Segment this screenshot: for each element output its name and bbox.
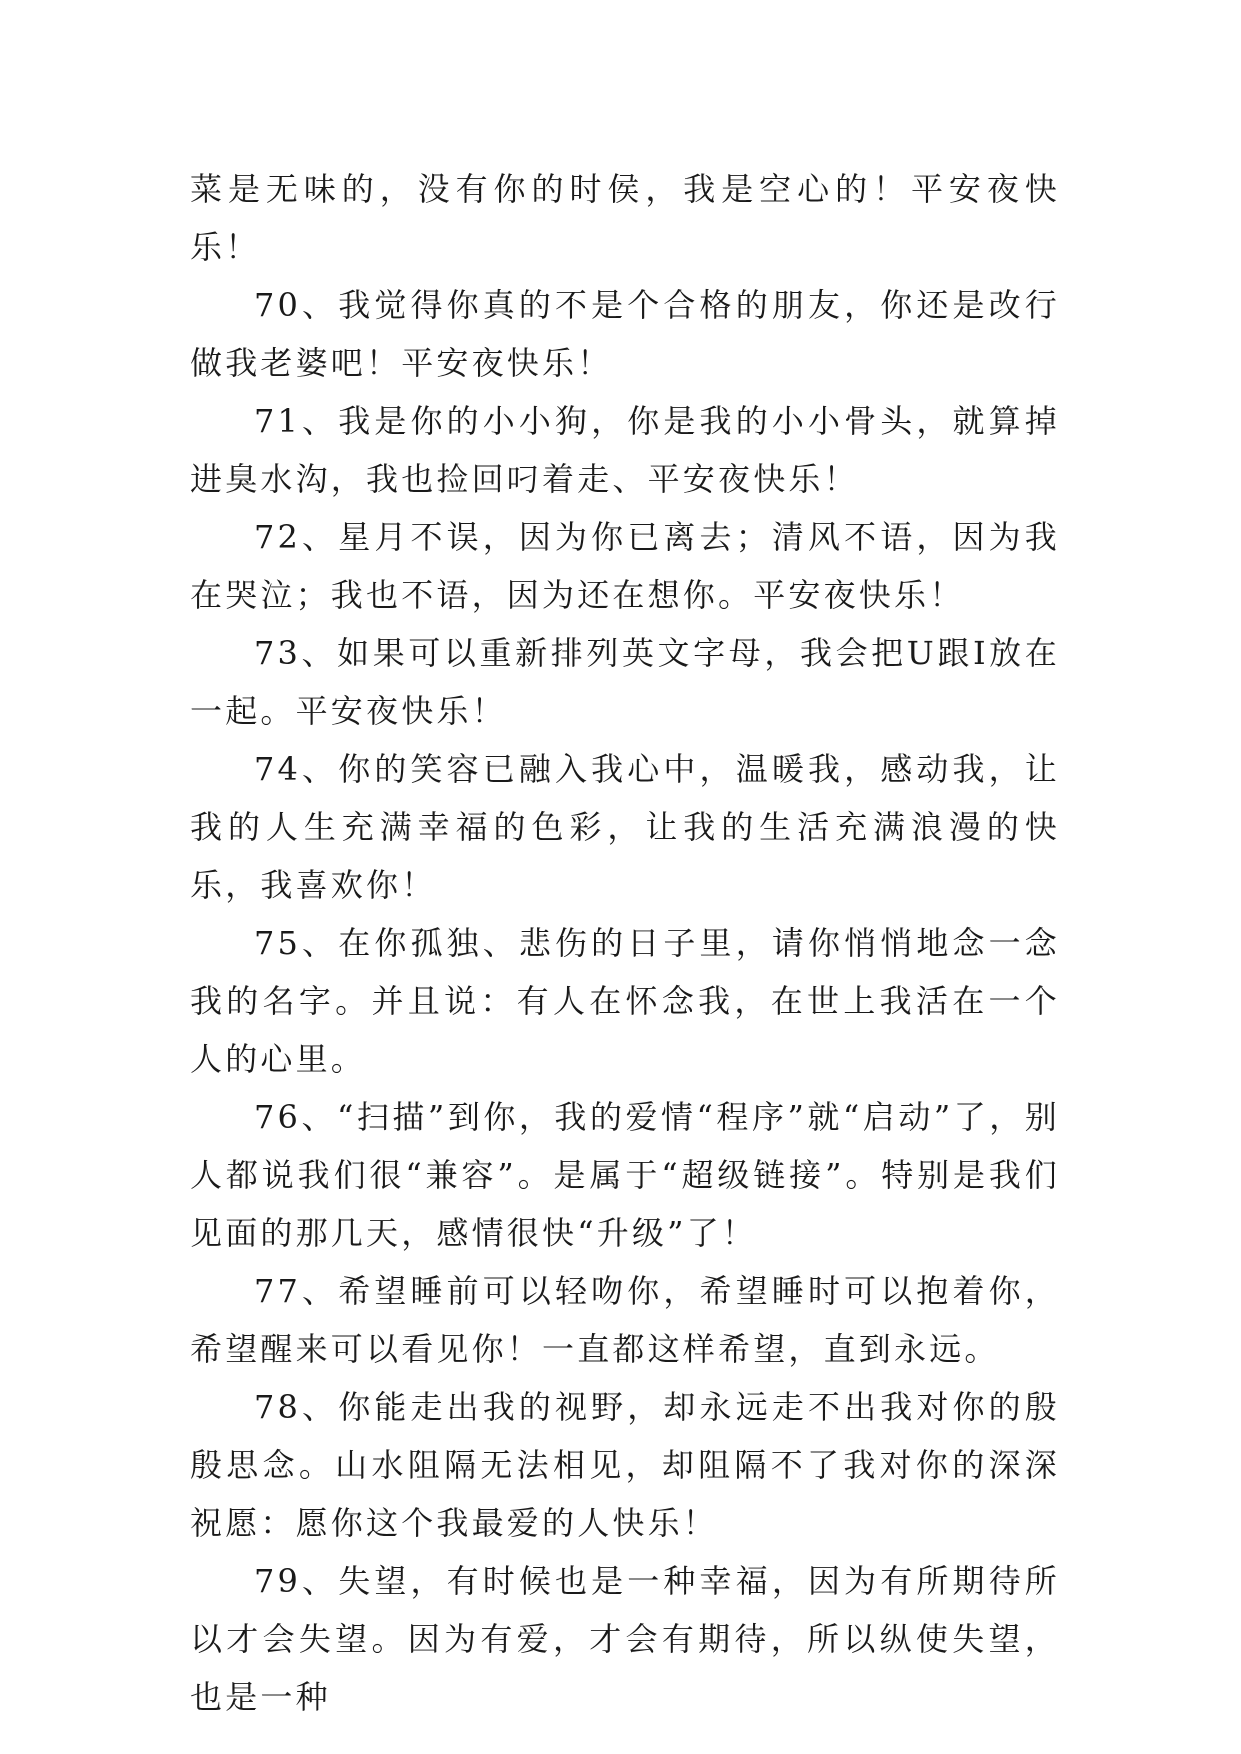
paragraph-73: 73、如果可以重新排列英文字母，我会把U跟I放在一起。平安夜快乐！ <box>190 634 1060 730</box>
paragraph-70: 70、我觉得你真的不是个合格的朋友，你还是改行做我老婆吧！平安夜快乐！ <box>190 286 1060 382</box>
paragraph-72: 72、星月不误，因为你已离去；清风不语，因为我在哭泣；我也不语，因为还在想你。平安夜快乐！ <box>190 518 1060 614</box>
paragraph-69-continued: 菜是无味的，没有你的时侯，我是空心的！平安夜快乐！ <box>190 170 1060 266</box>
document-body <box>190 160 1060 1726</box>
paragraph-75: 75、在你孤独、悲伤的日子里，请你悄悄地念一念我的名字。并且说：有人在怀念我，在世上我活在一个人的心里。 <box>190 924 1060 1078</box>
paragraph-77: 77、希望睡前可以轻吻你，希望睡时可以抱着你，希望醒来可以看见你！一直都这样希望，直到永远。 <box>190 1272 1060 1368</box>
paragraph-76: 76、“扫描”到你，我的爱情“程序”就“启动”了，别人都说我们很“兼容”。是属于“超级链接”。特别是我们见面的那几天，感情很快“升级”了！ <box>190 1098 1060 1252</box>
paragraph-71: 71、我是你的小小狗，你是我的小小骨头，就算掉进臭水沟，我也捡回叼着走、平安夜快乐！ <box>190 402 1060 498</box>
paragraph-79: 79、失望，有时候也是一种幸福，因为有所期待所以才会失望。因为有爱，才会有期待，所以纵使失望，也是一种 <box>190 1562 1060 1716</box>
paragraph-78: 78、你能走出我的视野，却永远走不出我对你的殷殷思念。山水阻隔无法相见，却阻隔不了我对你的深深祝愿：愿你这个我最爱的人快乐！ <box>190 1388 1060 1542</box>
paragraph-74: 74、你的笑容已融入我心中，温暖我，感动我，让我的人生充满幸福的色彩，让我的生活充满浪漫的快乐，我喜欢你！ <box>190 750 1060 904</box>
